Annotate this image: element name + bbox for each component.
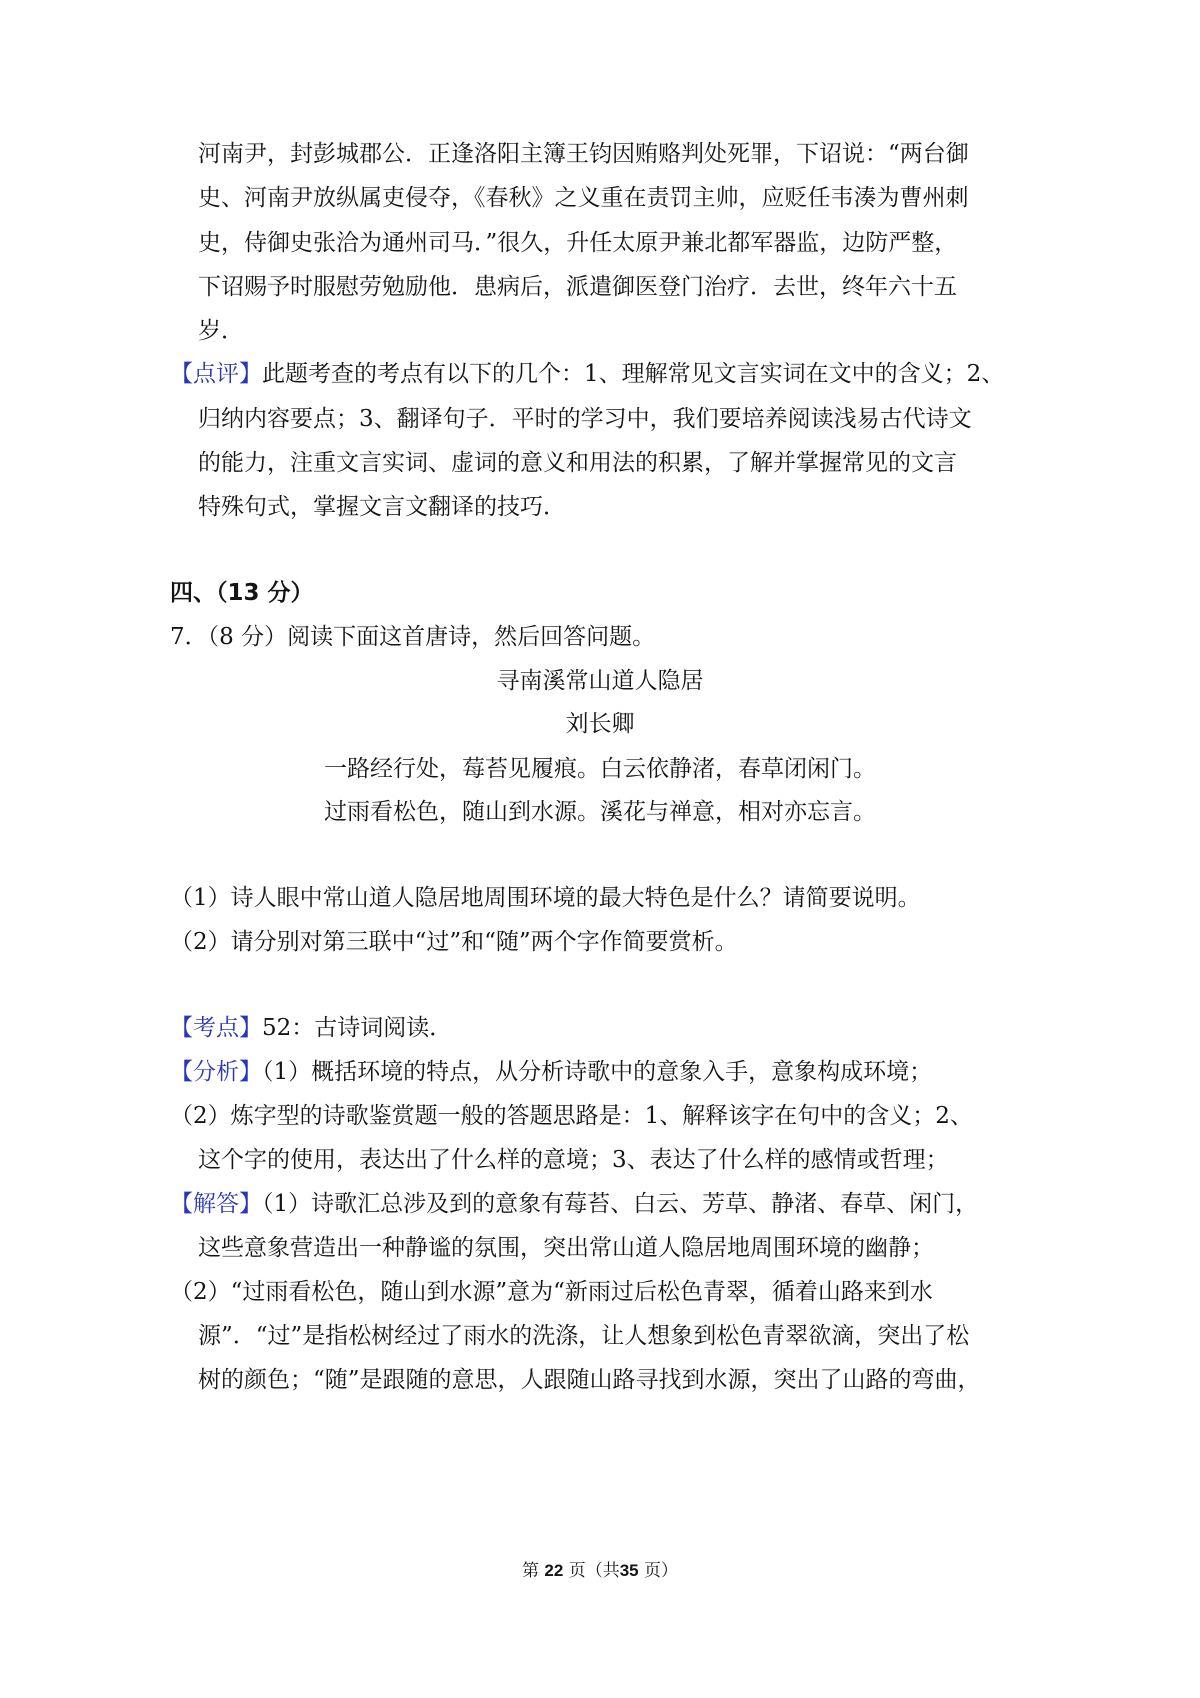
- comment-tag: 【点评】: [170, 361, 262, 387]
- footer-middle: 页（共: [568, 1561, 620, 1581]
- jieda-line: 这些意象营造出一种静谧的氛围，突出常山道人隐居地周围环境的幽静；: [198, 1235, 934, 1261]
- comment-paragraph: [170, 359, 1004, 389]
- kaodian-text: 52：古诗词阅读．: [262, 1015, 453, 1041]
- translation-line: 下诏赐予时服慰劳勉励他．患病后，派遣御医登门治疗．去世，终年六十五: [198, 274, 957, 300]
- jieda-line: 树的颜色；“随”是跟随的意思，人跟随山路寻找到水源，突出了山路的弯曲，: [198, 1367, 981, 1393]
- poem-title: 寻南溪常山道人隐居: [496, 668, 704, 694]
- sub-question-1: （1）诗人眼中常山道人隐居地周围环境的最大特色是什么？请简要说明。: [170, 885, 921, 911]
- translation-line: 河南尹，封彭城郡公．正逢洛阳主簿王钧因贿赂判处死罪，下诏说：“两台御: [198, 141, 969, 167]
- section-heading: 四、（13 分）: [170, 580, 314, 606]
- fenxi-line: 这个字的使用，表达出了什么样的意境；3、表达了什么样的感情或哲理；: [198, 1147, 949, 1173]
- footer-suffix: 页）: [644, 1561, 679, 1581]
- fenxi-line: （2）炼字型的诗歌鉴赏题一般的答题思路是：1、解释该字在句中的含义；2、: [170, 1103, 973, 1129]
- poem-line: 过雨看松色，随山到水源。溪花与禅意，相对亦忘言。: [324, 799, 876, 825]
- jieda-tag: 【解答】: [170, 1191, 262, 1217]
- comment-line: 的能力，注重文言实词、虚词的意义和用法的积累，了解并掌握常见的文言: [198, 450, 957, 476]
- page-footer: [0, 1559, 1200, 1583]
- jieda-line: （2）“过雨看松色，随山到水源”意为“新雨过后松色青翠，循着山路来到水: [170, 1279, 933, 1305]
- translation-line: 岁．: [198, 318, 244, 344]
- comment-line: 特殊句式，掌握文言文翻译的技巧．: [198, 494, 566, 520]
- poem-author: 刘长卿: [565, 711, 635, 737]
- kaodian-tag: 【考点】: [170, 1015, 262, 1041]
- footer-total-pages: 35: [619, 1561, 639, 1580]
- jieda-line: 源”．“过”是指松树经过了雨水的洗涤，让人想象到松色青翠欲滴，突出了松: [198, 1323, 970, 1349]
- fenxi-line: （1）概括环境的特点，从分析诗歌中的意象入手，意象构成环境；: [262, 1059, 933, 1085]
- comment-line: 此题考查的考点有以下的几个：1、理解常见文言实词在文中的含义；2、: [262, 361, 1005, 387]
- jieda-paragraph: [170, 1189, 978, 1219]
- comment-line: 归纳内容要点；3、翻译句子．平时的学习中，我们要培养阅读浅易古代诗文: [198, 406, 972, 432]
- footer-prefix: 第: [521, 1561, 539, 1581]
- sub-question-2: （2）请分别对第三联中“过”和“随”两个字作简要赏析。: [170, 929, 738, 955]
- kaodian-paragraph: [170, 1013, 452, 1043]
- question-stem: 7．（8 分）阅读下面这首唐诗，然后回答问题。: [170, 624, 656, 650]
- poem-line: 一路经行处，莓苔见履痕。白云依静渚，春草闭闲门。: [324, 756, 876, 782]
- footer-page-number: 22: [544, 1561, 564, 1580]
- fenxi-paragraph: [170, 1057, 932, 1087]
- fenxi-tag: 【分析】: [170, 1059, 262, 1085]
- jieda-line: （1）诗歌汇总涉及到的意象有莓苔、白云、芳草、静渚、春草、闲门，: [262, 1191, 979, 1217]
- translation-line: 史、河南尹放纵属吏侵夺，《春秋》之义重在责罚主帅，应贬任韦湊为曹州刺: [198, 185, 969, 211]
- translation-line: 史，侍御史张洽为通州司马．”很久，升任太原尹兼北都军器监，边防严整，: [198, 230, 958, 256]
